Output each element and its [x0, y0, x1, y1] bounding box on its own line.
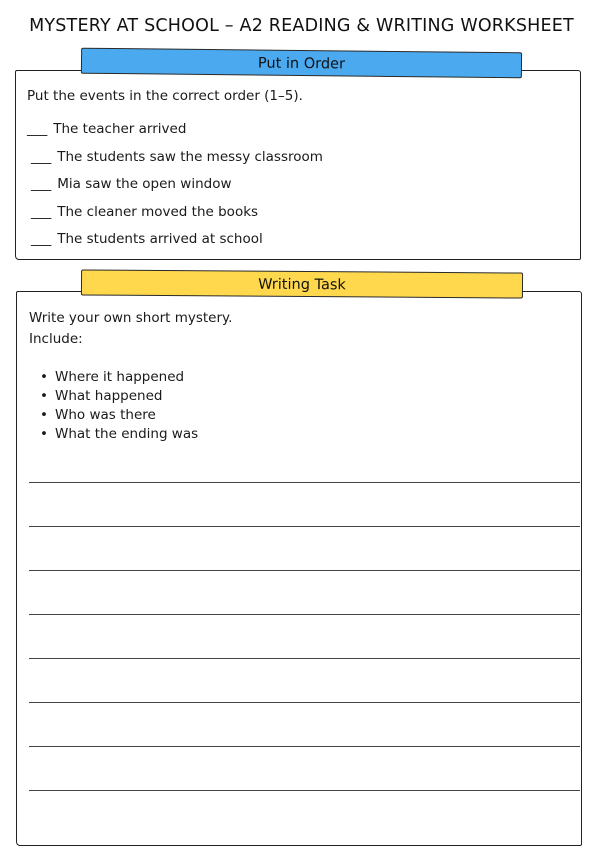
writing-line[interactable] [29, 526, 580, 527]
writing-line[interactable] [29, 746, 580, 747]
order-item-text: The students saw the messy classroom [57, 149, 323, 165]
writing-prompt: Write your own short mystery. [29, 310, 233, 326]
order-section-banner: Put in Order [81, 48, 522, 79]
writing-line[interactable] [29, 790, 580, 791]
order-item [31, 231, 263, 247]
include-item: • Who was there [40, 406, 198, 425]
order-blank[interactable]: ___ [31, 231, 52, 247]
include-item: • What happened [40, 387, 198, 406]
include-item: • What the ending was [40, 425, 198, 444]
writing-line[interactable] [29, 570, 580, 571]
order-item-text: Mia saw the open window [57, 176, 232, 192]
include-item: • Where it happened [40, 368, 198, 387]
order-item-text: The cleaner moved the books [57, 204, 259, 220]
order-item [31, 204, 258, 220]
order-instruction: Put the events in the correct order (1–5). [27, 88, 303, 104]
order-blank[interactable]: ___ [31, 204, 52, 220]
order-blank[interactable]: ___ [31, 176, 52, 192]
order-item [31, 176, 232, 192]
order-item [27, 121, 186, 137]
writing-line[interactable] [29, 614, 580, 615]
order-item-text: The students arrived at school [57, 231, 263, 247]
writing-line[interactable] [29, 658, 580, 659]
include-list [40, 368, 198, 444]
order-item [31, 149, 323, 165]
include-label: Include: [29, 331, 83, 347]
order-blank[interactable]: ___ [31, 149, 52, 165]
order-blank[interactable]: ___ [27, 121, 48, 137]
writing-section-banner: Writing Task [81, 269, 523, 298]
order-item-text: The teacher arrived [53, 121, 187, 137]
worksheet-title: MYSTERY AT SCHOOL – A2 READING & WRITING WORKSHEET [29, 16, 574, 36]
writing-line[interactable] [29, 482, 580, 483]
writing-line[interactable] [29, 702, 580, 703]
